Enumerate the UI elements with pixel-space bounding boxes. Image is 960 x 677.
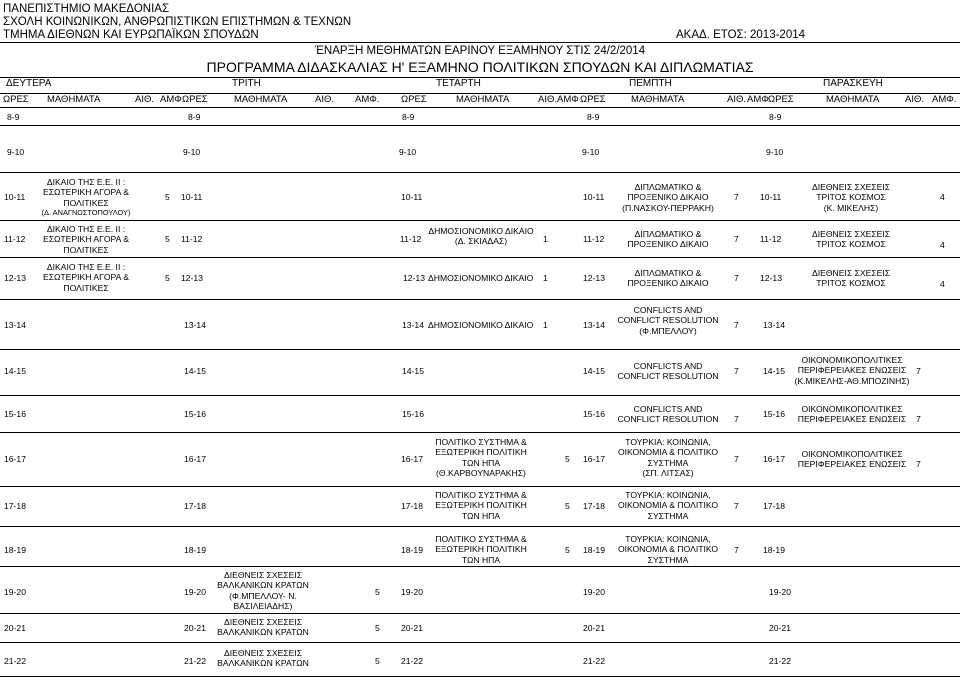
course-fri-16-17: ΟΙΚΟΝΟΜΙΚΟΠΟΛΙΤΙΚΕΣ ΠΕΡΙΦΕΡΕΙΑΚΕΣ ΕΝΩΣΕΙΣ: [797, 449, 907, 470]
time-21-22-tue-b: 21-22: [401, 656, 423, 666]
time-20-21-wed: 20-21: [583, 623, 605, 633]
col-room-fri: ΑΙΘ.: [905, 94, 925, 105]
time-12-13-thu: 12-13: [760, 273, 782, 283]
amph-wed-14-15: 7: [734, 366, 739, 376]
course-thu-18-19: ΤΟΥΡΚΙΑ: ΚΟΙΝΩΝΙΑ, ΟΙΚΟΝΟΜΙΑ & ΠΟΛΙΤΙΚΟ ΣΥΣΤΗΜΑ: [617, 534, 719, 565]
amph-thu-10-11: 4: [940, 192, 945, 202]
col-room-thu: ΑΙΘ.: [727, 94, 747, 105]
time-20-21-tue-b: 20-21: [401, 623, 423, 633]
amph-wed-16-17: 5: [565, 454, 570, 464]
time-21-22-wed: 21-22: [583, 656, 605, 666]
day-wednesday: ΤΕΤΑΡΤΗ: [436, 78, 481, 89]
course-fri-14-15: ΟΙΚΟΝΟΜΙΚΟΠΟΛΙΤΙΚΕΣ ΠΕΡΙΦΕΡΕΙΑΚΕΣ ΕΝΩΣΕΙΣ (Κ.ΜΙΚΕΛΗΣ-ΑΘ.ΜΠΟΖΙΝΗΣ): [794, 355, 910, 386]
time-9-10-thu: 9-10: [582, 147, 600, 157]
course-thu-10-11: ΔΙΕΘΝΕΙΣ ΣΧΕΣΕΙΣ ΤΡΙΤΟΣ ΚΟΣΜΟΣ (Κ. ΜΙΚΕΛΗΣ): [811, 182, 891, 213]
col-courses-mon: ΜΑΘΗΜΑΤΑ: [47, 94, 101, 105]
time-12-13-mon: 12-13: [4, 273, 26, 283]
amph-wed-15-16: 7: [734, 414, 739, 424]
time-19-20-thu: 19-20: [769, 587, 791, 597]
time-18-19-tue-b: 18-19: [401, 545, 423, 555]
amph-fri-15-16: 7: [916, 414, 921, 424]
time-18-19-thu: 18-19: [763, 545, 785, 555]
time-18-19-wed: 18-19: [583, 545, 605, 555]
time-10-11-tue: 10-11: [401, 192, 423, 202]
amph-tue-12-13: 1: [543, 273, 548, 283]
course-wed-17-18: ΠΟΛΙΤΙΚΟ ΣΥΣΤΗΜΑ & ΕΞΩΤΕΡΙΚΗ ΠΟΛΙΤΙΚΗ ΤΩΝ ΗΠΑ: [435, 490, 527, 521]
time-15-16-mon: 15-16: [4, 409, 26, 419]
day-friday: ΠΑΡΑΣΚΕΥΗ: [823, 78, 883, 89]
col-hours-fri: ΩΡΕΣ: [768, 94, 794, 105]
time-15-16-tue: 15-16: [184, 409, 206, 419]
time-13-14-tue: 13-14: [184, 320, 206, 330]
course-tue-20-21: ΔΙΕΘΝΕΙΣ ΣΧΕΣΕΙΣ ΒΑΛΚΑΝΙΚΩΝ ΚΡΑΤΩΝ: [217, 617, 309, 638]
amph-thu-16-17: 7: [734, 454, 739, 464]
amph-thu-11-12: 4: [940, 240, 945, 250]
time-13-14-thu: 13-14: [763, 320, 785, 330]
amph-tue-13-14: 1: [543, 320, 548, 330]
col-hours-mon: ΩΡΕΣ: [3, 94, 29, 105]
amph-wed-18-19: 5: [565, 545, 570, 555]
department-name: ΤΜΗΜΑ ΔΙΕΘΝΩΝ ΚΑΙ ΕΥΡΩΠΑΪΚΩΝ ΣΠΟΥΔΩΝ: [3, 29, 259, 41]
col-amph-fri: ΑΜΦ.: [932, 94, 957, 105]
time-9-10-fri: 9-10: [766, 147, 784, 157]
course-tue-19-20: ΔΙΕΘΝΕΙΣ ΣΧΕΣΕΙΣ ΒΑΛΚΑΝΙΚΩΝ ΚΡΑΤΩΝ (Φ.ΜΠΕΛΛΟΥ- Ν. ΒΑΣΙΛΕΙΑΔΗΣ): [217, 570, 309, 612]
col-courses-wed: ΜΑΘΗΜΑΤΑ: [456, 94, 510, 105]
time-15-16-thu: 15-16: [763, 409, 785, 419]
amph-tue-21-22: 5: [375, 656, 380, 666]
time-16-17-tue-b: 16-17: [401, 454, 423, 464]
amph-thu-18-19: 7: [734, 545, 739, 555]
time-14-15-tue: 14-15: [184, 366, 206, 376]
time-9-10-tue: 9-10: [183, 147, 201, 157]
course-thu-17-18: ΤΟΥΡΚΙΑ: ΚΟΙΝΩΝΙΑ, ΟΙΚΟΝΟΜΙΑ & ΠΟΛΙΤΙΚΟ ΣΥΣΤΗΜΑ: [617, 490, 719, 521]
time-10-11-mon-end: 10-11: [181, 192, 203, 202]
time-13-14-tue-b: 13-14: [402, 320, 424, 330]
amph-wed-10-11: 7: [734, 192, 739, 202]
amph-wed-12-13: 7: [734, 273, 739, 283]
amph-tue-11-12: 1: [543, 234, 548, 244]
col-amph-tue: ΑΜΦ.: [355, 94, 380, 105]
time-9-10-mon: 9-10: [7, 147, 25, 157]
col-courses-thu: ΜΑΘΗΜΑΤΑ: [631, 94, 685, 105]
course-mon-11-12: ΔΙΚΑΙΟ ΤΗΣ Ε.Ε. ΙΙ : ΕΣΩΤΕΡΙΚΗ ΑΓΟΡΑ & ΠΟΛΙΤΙΚΕΣ: [42, 224, 130, 255]
time-19-20-mon: 19-20: [4, 587, 26, 597]
time-21-22-tue: 21-22: [184, 656, 206, 666]
time-19-20-wed: 19-20: [583, 587, 605, 597]
amph-tue-19-20: 5: [375, 587, 380, 597]
amph-fri-14-15: 7: [916, 366, 921, 376]
course-wed-12-13: ΔΙΠΛΩΜΑΤΙΚΟ & ΠΡΟΞΕΝΙΚΟ ΔΙΚΑΙΟ: [627, 268, 709, 289]
day-tuesday: ΤΡΙΤΗ: [232, 78, 261, 89]
time-19-20-tue-b: 19-20: [401, 587, 423, 597]
time-8-9-mon: 8-9: [7, 112, 20, 122]
course-tue-11-12: ΔΗΜΟΣΙΟΝΟΜΙΚΟ ΔΙΚΑΙΟ (Δ. ΣΚΙΑΔΑΣ): [428, 226, 534, 247]
col-hours-wed: ΩΡΕΣ: [401, 94, 427, 105]
amph-thu-12-13: 4: [940, 279, 945, 289]
course-wed-11-12: ΔΙΠΛΩΜΑΤΙΚΟ & ΠΡΟΞΕΝΙΚΟ ΔΙΚΑΙΟ: [627, 229, 709, 250]
time-21-22-mon: 21-22: [4, 656, 26, 666]
day-monday: ΔΕΥΤΕΡΑ: [6, 78, 52, 89]
course-wed-13-14: CONFLICTS AND CONFLICT RESOLUTION (Φ.ΜΠΕΛΛΟΥ): [617, 305, 719, 336]
time-16-17-mon: 16-17: [4, 454, 26, 464]
course-wed-10-11: ΔΙΠΛΩΜΑΤΙΚΟ & ΠΡΟΞΕΝΙΚΟ ΔΙΚΑΙΟ (Π.ΝΑΣΚΟΥ-ΠΕΡΡΑΚΗ): [622, 182, 714, 213]
time-16-17-tue: 16-17: [184, 454, 206, 464]
amph-wed-13-14: 7: [734, 320, 739, 330]
time-20-21-thu: 20-21: [769, 623, 791, 633]
time-8-9-tue: 8-9: [188, 112, 201, 122]
col-amph-wed: ΑΜΦ: [557, 94, 579, 105]
time-15-16-wed: 15-16: [583, 409, 605, 419]
time-13-14-mon: 13-14: [4, 320, 26, 330]
time-13-14-wed: 13-14: [583, 320, 605, 330]
time-18-19-tue: 18-19: [184, 545, 206, 555]
amph-fri-16-17: 7: [916, 459, 921, 469]
time-14-15-thu: 14-15: [763, 366, 785, 376]
amph-wed-11-12: 7: [734, 234, 739, 244]
course-thu-16-17: ΤΟΥΡΚΙΑ: ΚΟΙΝΩΝΙΑ, ΟΙΚΟΝΟΜΙΑ & ΠΟΛΙΤΙΚΟ ΣΥΣΤΗΜΑ (ΣΠ. ΛΙΤΣΑΣ): [617, 437, 719, 479]
col-room-wed: ΑΙΘ.: [538, 94, 558, 105]
time-16-17-thu: 16-17: [763, 454, 785, 464]
course-tue-12-13: ΔΗΜΟΣΙΟΝΟΜΙΚΟ ΔΙΚΑΙΟ: [428, 273, 534, 283]
time-8-9-fri: 8-9: [769, 112, 782, 122]
school-name: ΣΧΟΛΗ ΚΟΙΝΩΝΙΚΩΝ, ΑΝΘΡΩΠΙΣΤΙΚΩΝ ΕΠΙΣΤΗΜΩΝ & ΤΕΧΝΩΝ: [3, 16, 352, 28]
time-20-21-tue: 20-21: [184, 623, 206, 633]
col-amph-mon: ΑΜΦ: [160, 94, 182, 105]
course-mon-10-11: ΔΙΚΑΙΟ ΤΗΣ Ε.Ε. ΙΙ : ΕΣΩΤΕΡΙΚΗ ΑΓΟΡΑ & ΠΟΛΙΤΙΚΕΣ (Δ. ΑΝΑΓΝΩΣΤΟΠΟΥΛΟΥ): [41, 177, 131, 218]
time-21-22-thu: 21-22: [769, 656, 791, 666]
time-17-18-tue: 17-18: [184, 501, 206, 511]
time-19-20-tue: 19-20: [184, 587, 206, 597]
time-10-11-thu: 10-11: [760, 192, 782, 202]
amph-wed-17-18: 5: [565, 501, 570, 511]
course-wed-14-15: CONFLICTS AND CONFLICT RESOLUTION: [617, 361, 719, 382]
course-tue-13-14: ΔΗΜΟΣΙΟΝΟΜΙΚΟ ΔΙΚΑΙΟ: [428, 320, 534, 330]
course-tue-21-22: ΔΙΕΘΝΕΙΣ ΣΧΕΣΕΙΣ ΒΑΛΚΑΝΙΚΩΝ ΚΡΑΤΩΝ: [217, 648, 309, 669]
time-11-12-tue-b: 11-12: [400, 234, 422, 244]
time-11-12-mon: 11-12: [4, 234, 26, 244]
col-courses-tue: ΜΑΘΗΜΑΤΑ: [234, 94, 288, 105]
course-wed-18-19: ΠΟΛΙΤΙΚΟ ΣΥΣΤΗΜΑ & ΕΞΩΤΕΡΙΚΗ ΠΟΛΙΤΙΚΗ ΤΩΝ ΗΠΑ: [435, 534, 527, 565]
time-15-16-tue-b: 15-16: [402, 409, 424, 419]
amph-mon-10-11: 5: [165, 192, 170, 202]
amph-thu-17-18: 7: [734, 501, 739, 511]
academic-year: ΑΚΑΔ. ΕΤΟΣ: 2013-2014: [676, 29, 806, 41]
amph-mon-11-12: 5: [165, 234, 170, 244]
time-17-18-mon: 17-18: [4, 501, 26, 511]
time-17-18-tue-b: 17-18: [401, 501, 423, 511]
time-17-18-wed: 17-18: [583, 501, 605, 511]
time-14-15-mon: 14-15: [4, 366, 26, 376]
time-12-13-tue-b: 12-13: [403, 273, 425, 283]
course-wed-15-16: CONFLICTS AND CONFLICT RESOLUTION: [617, 404, 719, 425]
day-thursday: ΠΕΜΠΤΗ: [629, 78, 672, 89]
col-courses-fri: ΜΑΘΗΜΑΤΑ: [826, 94, 880, 105]
time-11-12-thu: 11-12: [760, 234, 782, 244]
course-thu-11-12: ΔΙΕΘΝΕΙΣ ΣΧΕΣΕΙΣ ΤΡΙΤΟΣ ΚΟΣΜΟΣ: [811, 229, 891, 250]
time-20-21-mon: 20-21: [4, 623, 26, 633]
time-11-12-wed: 11-12: [583, 234, 605, 244]
time-14-15-wed: 14-15: [583, 366, 605, 376]
program-title: ΠΡΟΓΡΑΜΜΑ ΔΙΔΑΣΚΑΛΙΑΣ Η' ΕΞΑΜΗΝΟ ΠΟΛΙΤΙΚΩΝ ΣΠΟΥΔΩΝ ΚΑΙ ΔΙΠΛΩΜΑΤΙΑΣ: [206, 59, 754, 75]
col-room-mon: ΑΙΘ.: [135, 94, 155, 105]
col-hours-tue: ΩΡΕΣ: [182, 94, 208, 105]
col-hours-thu: ΩΡΕΣ: [580, 94, 606, 105]
time-12-13-wed: 12-13: [583, 273, 605, 283]
time-11-12-tue: 11-12: [181, 234, 203, 244]
course-thu-12-13: ΔΙΕΘΝΕΙΣ ΣΧΕΣΕΙΣ ΤΡΙΤΟΣ ΚΟΣΜΟΣ: [811, 268, 891, 289]
university-name: ΠΑΝΕΠΙΣΤΗΜΙΟ ΜΑΚΕΔΟΝΙΑΣ: [3, 3, 170, 15]
time-8-9-wed: 8-9: [402, 112, 415, 122]
time-17-18-thu: 17-18: [763, 501, 785, 511]
time-10-11-mon: 10-11: [4, 192, 26, 202]
time-9-10-wed: 9-10: [399, 147, 417, 157]
semester-start-note: ΈΝΑΡΞΗ ΜΕΘΗΜΑΤΩΝ ΕΑΡΙΝΟΥ ΕΞΑΜΗΝΟΥ ΣΤΙΣ 24/2/2014: [314, 45, 646, 57]
time-14-15-tue-b: 14-15: [402, 366, 424, 376]
col-room-tue: ΑΙΘ.: [315, 94, 335, 105]
time-8-9-thu: 8-9: [587, 112, 600, 122]
time-12-13-tue: 12-13: [181, 273, 203, 283]
course-wed-16-17: ΠΟΛΙΤΙΚΟ ΣΥΣΤΗΜΑ & ΕΞΩΤΕΡΙΚΗ ΠΟΛΙΤΙΚΗ ΤΩΝ ΗΠΑ (Θ.ΚΑΡΒΟΥΝΑΡΑΚΗΣ): [435, 437, 527, 479]
amph-mon-12-13: 5: [165, 273, 170, 283]
time-10-11-wed: 10-11: [583, 192, 605, 202]
col-amph-thu: ΑΜΦ: [747, 94, 769, 105]
course-mon-12-13: ΔΙΚΑΙΟ ΤΗΣ Ε.Ε. ΙΙ : ΕΣΩΤΕΡΙΚΗ ΑΓΟΡΑ & ΠΟΛΙΤΙΚΕΣ: [42, 262, 130, 293]
time-18-19-mon: 18-19: [4, 545, 26, 555]
time-16-17-wed: 16-17: [583, 454, 605, 464]
amph-tue-20-21: 5: [375, 623, 380, 633]
course-fri-15-16: ΟΙΚΟΝΟΜΙΚΟΠΟΛΙΤΙΚΕΣ ΠΕΡΙΦΕΡΕΙΑΚΕΣ ΕΝΩΣΕΙΣ: [797, 404, 907, 425]
